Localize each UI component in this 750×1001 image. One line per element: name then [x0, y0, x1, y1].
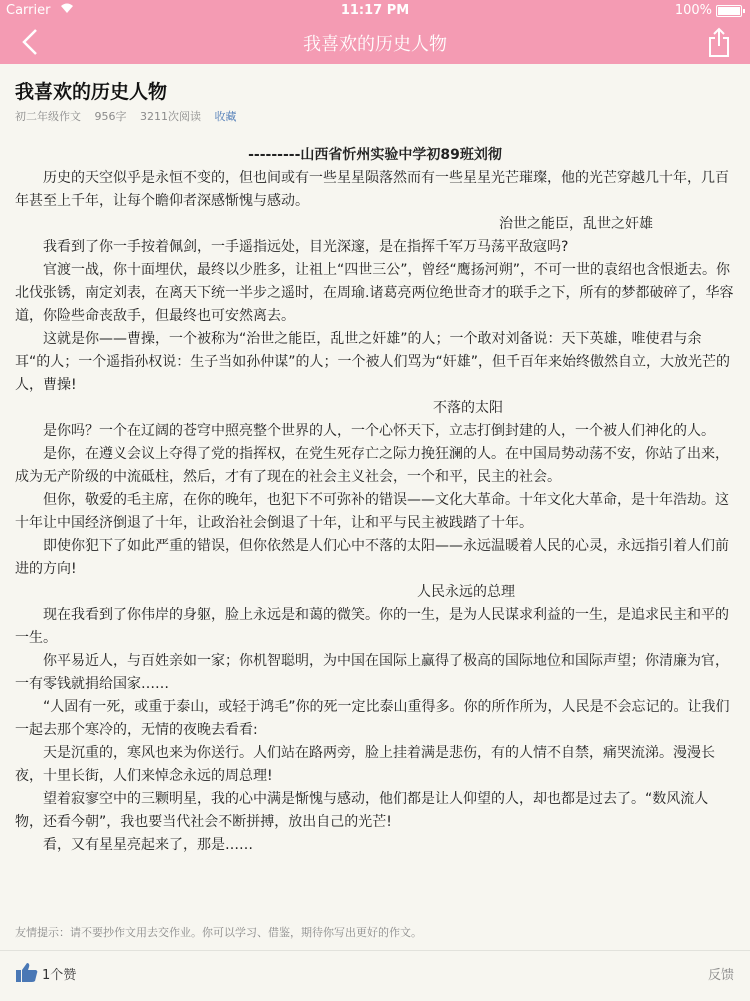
paragraph: 天是沉重的，寒风也来为你送行。人们站在路两旁，脸上挂着满是悲伤，有的人情不自禁，痛哭流涕。漫漫长夜，十里长街，人们来悼念永远的周总理!	[15, 745, 715, 784]
paragraph: 看，又有星星亮起来了，那是……	[43, 837, 253, 853]
section-heading: 不落的太阳	[433, 400, 503, 416]
battery-percent: 100%	[674, 3, 712, 18]
bottom-bar	[0, 950, 750, 1001]
paragraph: 是你吗？一个在辽阔的苍穹中照亮整个世界的人，一个心怀天下，立志打倒封建的人，一个被人们神化的人。	[43, 423, 715, 439]
favorite-link[interactable]: 收藏	[214, 110, 237, 123]
paragraph: 你平易近人，与百姓亲如一家；你机智聪明，为中国在国际上赢得了极高的国际地位和国际声望；你清廉为官，一有零钱就捐给国家……	[15, 653, 729, 692]
like-count[interactable]: 1个赞	[42, 968, 77, 983]
thumbs-up-icon	[15, 961, 39, 983]
article-meta	[15, 108, 247, 124]
share-button[interactable]	[706, 26, 732, 58]
article-title: 我喜欢的历史人物	[15, 81, 168, 103]
paragraph: “人固有一死，或重于泰山，或轻于鸿毛”你的死一定比泰山重得多。你的所作所为，人民是不会忘记的。让我们一起去那个寒冷的，无情的夜晚去看看:	[15, 699, 730, 738]
status-time: 11:17 PM	[340, 3, 410, 18]
nav-title: 我喜欢的历史人物	[303, 34, 447, 55]
paragraph: 官渡一战，你十面埋伏，最终以少胜多，让祖上“四世三公”，曾经“鹰扬河朔”，不可一世的袁绍也含恨逝去。你北伐张锈，南定刘表，在离天下统一半步之遥时，在周瑜.诸葛亮两位绝世奇才的联手之下，所有的梦都破碎了，华容道，你险些命丧敌手，但最终也可安然离去。	[15, 262, 734, 324]
share-icon	[706, 26, 732, 58]
read-count: 3211次阅读	[140, 110, 201, 123]
paragraph: 历史的天空似乎是永恒不变的，但也间或有一些星星陨落然而有一些星星光芒璀璨，他的光芒穿越几十年，几百年甚至上千年，让每个瞻仰者深感惭愧与感动。	[15, 170, 729, 209]
paragraph: 这就是你——曹操，一个被称为“治世之能臣，乱世之奸雄”的人；一个敢对刘备说：天下英雄，唯使君与余耳“的人；一个遥指孙权说：生子当如孙仲谋”的人；一个被人们骂为“奸雄”，但千百年来始终傲然自立，大放光芒的人，曹操!	[15, 331, 731, 393]
section-heading: 人民永远的总理	[417, 584, 515, 600]
paragraph: 现在我看到了你伟岸的身躯，脸上永远是和蔼的微笑。你的一生，是为人民谋求利益的一生，是追求民主和平的一生。	[15, 607, 729, 646]
like-button[interactable]	[15, 961, 39, 983]
paragraph: 我看到了你一手按着佩剑，一手遥指远处，目光深邃，是在指挥千军万马荡平敌寇吗?	[43, 239, 569, 255]
feedback-button[interactable]: 反馈	[707, 968, 734, 983]
section-heading: 治世之能臣，乱世之奸雄	[499, 216, 653, 232]
paragraph: 是你，在遵义会议上夺得了党的指挥权，在党生死存亡之际力挽狂澜的人。在中国局势动荡不安，你站了出来，成为无产阶级的中流砥柱，然后，才有了现在的社会主义社会，一个和平，民主的社会。	[15, 446, 729, 485]
status-bar	[0, 0, 750, 20]
carrier-label: Carrier	[6, 3, 51, 18]
nav-bar	[0, 20, 750, 64]
word-count: 956字	[94, 110, 127, 123]
battery-icon	[716, 5, 742, 17]
paragraph: 即使你犯下了如此严重的错误，但你依然是人们心中不落的太阳——永远温暖着人民的心灵，永远指引着人们前进的方向!	[15, 538, 729, 577]
article-body	[15, 144, 735, 857]
author-byline: ---------山西省忻州实验中学初89班刘彻	[248, 147, 502, 163]
friendly-tip: 友情提示：请不要抄作文用去交作业。你可以学习、借鉴，期待你写出更好的作文。	[15, 926, 422, 939]
paragraph: 但你，敬爱的毛主席，在你的晚年，也犯下不可弥补的错误——文化大革命。十年文化大革命，是十年浩劫。这十年让中国经济倒退了十年，让政治社会倒退了十年，让和平与民主被践踏了十年。	[15, 492, 729, 531]
grade-label: 初二年级作文	[15, 110, 81, 123]
paragraph: 望着寂寥空中的三颗明星，我的心中满是惭愧与感动，他们都是让人仰望的人，却也都是过去了。“数风流人物，还看今朝”，我也要当代社会不断拼搏，放出自己的光芒!	[15, 791, 709, 830]
